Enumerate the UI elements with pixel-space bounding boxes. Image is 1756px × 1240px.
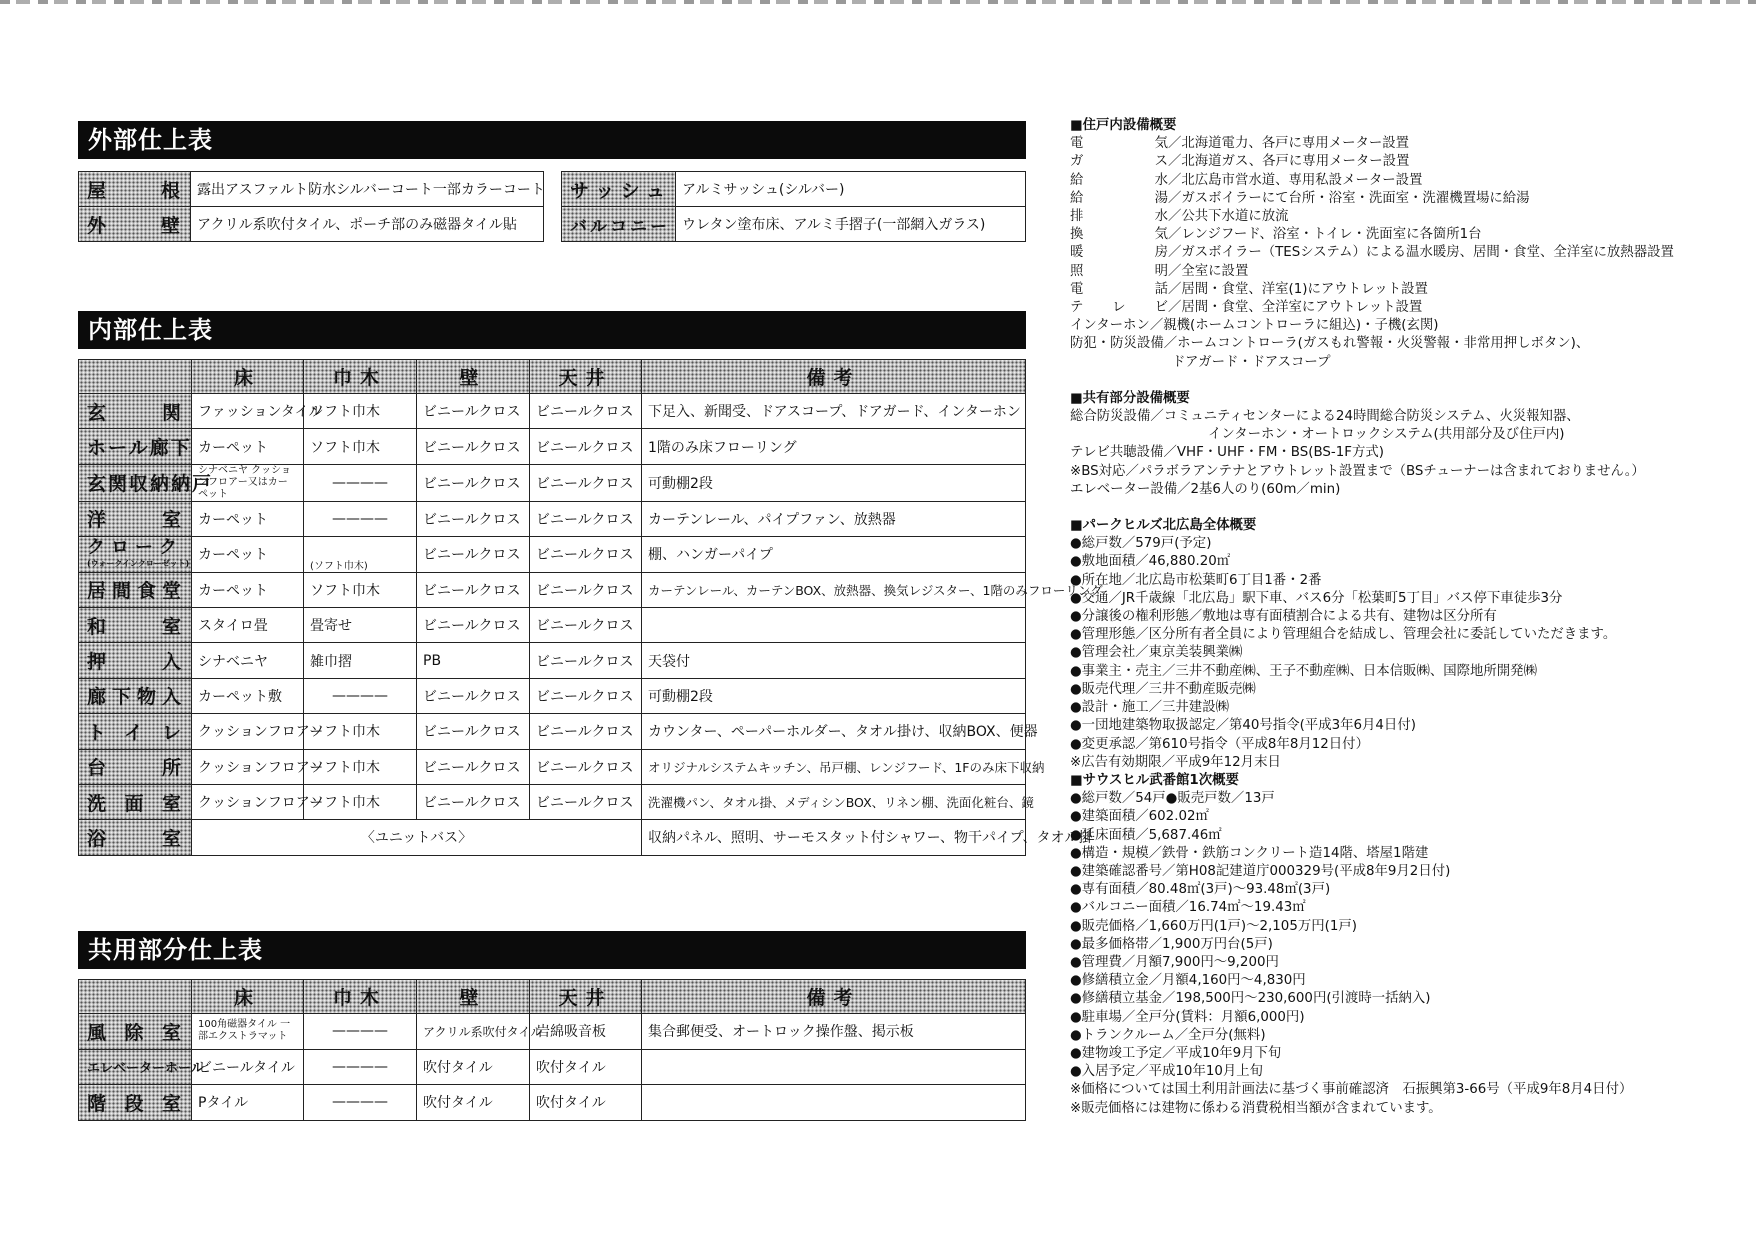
- text-line: ●販売価格／1,660万円(1戸)～2,105万円(1戸): [1070, 918, 1357, 934]
- table-row: [79, 572, 1026, 607]
- text-line: ドアガード・ドアスコープ: [1172, 354, 1331, 370]
- row-label: 風除室: [79, 1014, 192, 1050]
- table-row: [79, 714, 1026, 749]
- overview-section: [1070, 517, 1750, 772]
- wall-cell: PB: [417, 643, 530, 678]
- ceiling-cell: ビニールクロス: [530, 537, 642, 572]
- ceiling-cell: 岩綿吸音板: [530, 1014, 642, 1050]
- ceiling-cell: 吹付タイル: [530, 1049, 642, 1085]
- ceiling-cell: ビニールクロス: [530, 501, 642, 536]
- row-label: 屋根: [79, 172, 191, 207]
- note-cell: 1階のみ床フローリング: [642, 429, 1026, 464]
- equipment-line: [1070, 299, 1750, 317]
- table-row: [562, 207, 1026, 242]
- equipment-value: ／北広島市営水道、専用私設メーター設置: [1168, 172, 1423, 188]
- common-finish-title: 共用部分仕上表: [78, 931, 1026, 969]
- ceiling-cell: ビニールクロス: [530, 572, 642, 607]
- floor-cell: シナベニヤ: [192, 643, 304, 678]
- baseboard-cell: ソフト巾木: [304, 394, 417, 429]
- column-header: 床: [192, 980, 304, 1014]
- baseboard-cell: ソフト巾木: [304, 572, 417, 607]
- row-label: 玄関: [79, 394, 192, 429]
- note-cell: カーテンレール、カーテンBOX、放熱器、換気レジスター、1階のみフローリング: [642, 572, 1026, 607]
- row-label: 階段室: [79, 1085, 192, 1121]
- floor-cell: カーペット: [192, 537, 304, 572]
- header-corner: [79, 360, 192, 394]
- equipment-line: [1070, 335, 1750, 353]
- note-cell: [642, 607, 1026, 642]
- row-label: エレベーターホール: [79, 1049, 192, 1085]
- row-label-main: クローク: [87, 537, 183, 559]
- ceiling-cell: ビニールクロス: [530, 429, 642, 464]
- header-corner: [79, 980, 192, 1014]
- text-line: ●設計・施工／三井建設㈱: [1070, 700, 1229, 716]
- wall-cell: ビニールクロス: [417, 501, 530, 536]
- note-cell: 洗濯機パン、タオル掛、メディシンBOX、リネン棚、洗面化粧台、鏡: [642, 784, 1026, 819]
- wall-cell: 吹付タイル: [417, 1049, 530, 1085]
- table-row: [79, 429, 1026, 464]
- text-line: ●駐車場／全戸分(賃料：月額6,000円): [1070, 1009, 1305, 1025]
- equipment-key: ガス: [1070, 154, 1168, 170]
- equipment-key: 換気: [1070, 227, 1168, 243]
- text-line: ●修繕積立金／月額4,160円～4,830円: [1070, 973, 1306, 989]
- row-label: 押入: [79, 643, 192, 678]
- row-label: 居間食堂: [79, 572, 192, 607]
- text-line: ●最多価格帯／1,900万円台(5戸): [1070, 936, 1273, 952]
- baseboard-cell: ソフト巾木: [304, 429, 417, 464]
- equipment-key: 電話: [1070, 281, 1168, 297]
- table-row: [79, 607, 1026, 642]
- equipment-value: ／全室に設置: [1168, 263, 1249, 279]
- unit-equipment-section: [1070, 117, 1750, 372]
- table-header-row: [79, 980, 1026, 1014]
- merged-cell: 〈ユニットバス〉: [192, 820, 642, 855]
- equipment-value: ／レンジフード、浴室・トイレ・洗面室に各箇所1台: [1168, 227, 1482, 243]
- row-value: アルミサッシュ(シルバー): [676, 172, 1026, 207]
- table-row: [79, 1049, 1026, 1085]
- wall-cell: ビニールクロス: [417, 394, 530, 429]
- table-row: [562, 172, 1026, 207]
- row-label: 洗面室: [79, 784, 192, 819]
- common-equipment-section: [1070, 390, 1750, 499]
- note-cell: カウンター、ペーパーホルダー、タオル掛け、収納BOX、便器: [642, 714, 1026, 749]
- ceiling-cell: ビニールクロス: [530, 607, 642, 642]
- column-header: 巾木: [304, 360, 417, 394]
- table-row: [79, 207, 544, 242]
- equipment-key: 給湯: [1070, 190, 1168, 206]
- baseboard-cell: ソフト巾木: [304, 784, 417, 819]
- text-line: ●入居予定／平成10年10月上旬: [1070, 1064, 1264, 1080]
- baseboard-cell: ————: [304, 501, 417, 536]
- note-cell: カーテンレール、パイプファン、放熱器: [642, 501, 1026, 536]
- column-header: 天井: [530, 360, 642, 394]
- table-row: [79, 749, 1026, 784]
- column-header: 床: [192, 360, 304, 394]
- equipment-line: [1070, 208, 1750, 226]
- ceiling-cell: ビニールクロス: [530, 643, 642, 678]
- row-label: バルコニー: [562, 207, 676, 242]
- row-label: 和室: [79, 607, 192, 642]
- table-row: [79, 537, 1026, 572]
- specification-overview: [1070, 117, 1750, 1118]
- equipment-key: 照明: [1070, 263, 1168, 279]
- equipment-value: ／親機(ホームコントローラに組込)・子機(玄関): [1149, 318, 1439, 334]
- row-value: アクリル系吹付タイル、ポーチ部のみ磁器タイル貼: [191, 207, 544, 242]
- text-line: ●敷地面積／46,880.20㎡: [1070, 554, 1231, 570]
- wall-cell: ビニールクロス: [417, 537, 530, 572]
- floor-cell: クッションフロアー: [192, 749, 304, 784]
- row-label: 洋室: [79, 501, 192, 536]
- floor-cell: Pタイル: [192, 1085, 304, 1121]
- exterior-finish-table-right: [561, 171, 1026, 242]
- row-label-sub: (ウォークインクローゼット): [87, 559, 190, 569]
- text-line: ※価格については国土利用計画法に基づく事前確認済 石振興第3-66号（平成9年8月4日付）: [1070, 1082, 1633, 1098]
- equipment-line: [1070, 190, 1750, 208]
- ceiling-cell: 吹付タイル: [530, 1085, 642, 1121]
- wall-cell: ビニールクロス: [417, 607, 530, 642]
- wall-cell: 吹付タイル: [417, 1085, 530, 1121]
- floor-cell: カーペット: [192, 501, 304, 536]
- equipment-key: 給水: [1070, 172, 1168, 188]
- row-label: 外壁: [79, 207, 191, 242]
- section-heading: ■共有部分設備概要: [1070, 390, 1190, 406]
- equipment-value: ／居間・食堂、洋室(1)にアウトレット設置: [1168, 281, 1428, 297]
- note-cell: 棚、ハンガーパイプ: [642, 537, 1026, 572]
- table-row: [79, 820, 1026, 855]
- text-line: ●延床面積／5,687.46㎡: [1070, 827, 1222, 843]
- table-row: [79, 678, 1026, 713]
- floor-cell: カーペット: [192, 572, 304, 607]
- row-label: 台所: [79, 749, 192, 784]
- column-header: 天井: [530, 980, 642, 1014]
- ceiling-cell: ビニールクロス: [530, 714, 642, 749]
- row-label: 玄関収納納戸: [79, 464, 192, 501]
- exterior-finish-table-left: [78, 171, 544, 242]
- floor-cell: カーペット: [192, 429, 304, 464]
- row-label: 廊下物入: [79, 678, 192, 713]
- text-line: テレビ共聴設備／VHF・UHF・FM・BS(BS-1F方式): [1070, 445, 1384, 461]
- common-finish-table: [78, 979, 1026, 1121]
- text-line: ※BS対応／パラボラアンテナとアウトレット設置まで（BSチューナーは含まれておりません。）: [1070, 463, 1645, 479]
- row-note: 収納パネル、照明、サーモスタット付シャワー、物干パイプ、タオル掛: [642, 820, 1026, 855]
- text-line: ●管理形態／区分所有者全員により管理組合を結成し、管理会社に委託していただきます。: [1070, 627, 1617, 643]
- table-row: [79, 784, 1026, 819]
- baseboard-cell: ————: [304, 1085, 417, 1121]
- note-cell: 可動棚2段: [642, 464, 1026, 501]
- row-label: サッシュ: [562, 172, 676, 207]
- wall-cell: ビニールクロス: [417, 429, 530, 464]
- column-header: 備考: [642, 980, 1026, 1014]
- baseboard-cell: ————: [304, 1049, 417, 1085]
- text-line: ●トランクルーム／全戸分(無料): [1070, 1027, 1266, 1043]
- equipment-value: ／ガスボイラー（TESシステム）による温水暖房、居間・食堂、全洋室に放熱器設置: [1168, 245, 1674, 261]
- equipment-key: テレビ: [1070, 300, 1168, 316]
- column-header: 巾木: [304, 980, 417, 1014]
- equipment-line: [1070, 317, 1750, 335]
- equipment-line: [1070, 226, 1750, 244]
- ceiling-cell: ビニールクロス: [530, 749, 642, 784]
- floor-cell: シナベニヤ クッションフロアー又はカーペット: [192, 464, 304, 501]
- section-heading: ■住戸内設備概要: [1070, 118, 1177, 133]
- wall-cell: ビニールクロス: [417, 464, 530, 501]
- text-line: ●建築確認番号／第H08記建道庁000329号(平成8年9月2日付): [1070, 863, 1451, 879]
- baseboard-cell: ————: [304, 1014, 417, 1050]
- equipment-line: [1070, 244, 1750, 262]
- section-heading: ■パークヒルズ北広島全体概要: [1070, 518, 1257, 534]
- note-cell: オリジナルシステムキッチン、吊戸棚、レンジフード、1Fのみ床下収納: [642, 749, 1026, 784]
- interior-finish-title: 内部仕上表: [78, 311, 1026, 349]
- equipment-key: 電気: [1070, 136, 1168, 152]
- table-row: [79, 1085, 1026, 1121]
- row-value: 露出アスファルト防水シルバーコート一部カラーコート: [191, 172, 544, 207]
- text-line: ●建築面積／602.02㎡: [1070, 809, 1209, 825]
- exterior-finish-title: 外部仕上表: [78, 121, 1026, 159]
- equipment-key: 暖房: [1070, 245, 1168, 261]
- equipment-line: [1070, 281, 1750, 299]
- baseboard-cell: 畳寄せ: [304, 607, 417, 642]
- table-row: [79, 394, 1026, 429]
- text-line: ●総戸数／54戸●販売戸数／13戸: [1070, 791, 1275, 807]
- scan-top-edge: [0, 0, 1756, 4]
- ceiling-cell: ビニールクロス: [530, 784, 642, 819]
- phase-section: [1070, 772, 1750, 1118]
- text-line: ●総戸数／579戸(予定): [1070, 536, 1212, 552]
- table-row: [79, 172, 544, 207]
- floor-cell: スタイロ畳: [192, 607, 304, 642]
- text-line: ●所在地／北広島市松葉町6丁目1番・2番: [1070, 572, 1322, 588]
- baseboard-cell: (ソフト巾木): [304, 537, 417, 572]
- note-cell: 集合郵便受、オートロック操作盤、掲示板: [642, 1014, 1026, 1050]
- ceiling-cell: ビニールクロス: [530, 464, 642, 501]
- text-line: ●一団地建築物取扱認定／第40号指令(平成3年6月4日付): [1070, 718, 1416, 734]
- wall-cell: ビニールクロス: [417, 784, 530, 819]
- wall-cell: ビニールクロス: [417, 572, 530, 607]
- baseboard-cell: ソフト巾木: [304, 749, 417, 784]
- text-line: ●管理会社／東京美装興業㈱: [1070, 645, 1243, 661]
- equipment-value: ／居間・食堂、全洋室にアウトレット設置: [1168, 300, 1423, 316]
- text-line: 総合防災設備／コミュニティセンターによる24時間総合防災システム、火災報知器、: [1070, 409, 1580, 425]
- text-line: ●建物竣工予定／平成10年9月下旬: [1070, 1045, 1282, 1061]
- floor-cell: 100角磁器タイル 一部エクストラマット: [192, 1014, 304, 1050]
- text-line: ●変更承認／第610号指令（平成8年8月12日付）: [1070, 736, 1369, 752]
- section-heading: ■サウスヒル武番館1次概要: [1070, 772, 1239, 788]
- equipment-key: 防犯・防災設備: [1070, 336, 1164, 352]
- table-row: [79, 501, 1026, 536]
- note-cell: [642, 1049, 1026, 1085]
- text-line: ※広告有効期限／平成9年12月末日: [1070, 754, 1281, 770]
- text-line: ●構造・規模／鉄骨・鉄筋コンクリート造14階、塔屋1階建: [1070, 845, 1429, 861]
- text-line: ●交通／JR千歳線「北広島」駅下車、バス6分「松葉町5丁目」バス停下車徒歩3分: [1070, 590, 1563, 606]
- text-line: ●修繕積立基金／198,500円～230,600円(引渡時一括納入): [1070, 991, 1431, 1007]
- wall-cell: ビニールクロス: [417, 749, 530, 784]
- equipment-value: ／北海道ガス、各戸に専用メーター設置: [1168, 154, 1410, 170]
- ceiling-cell: ビニールクロス: [530, 394, 642, 429]
- text-line: エレベーター設備／2基6人のり(60m／min): [1070, 481, 1341, 497]
- baseboard-cell: ————: [304, 464, 417, 501]
- floor-cell: ファッションタイル: [192, 394, 304, 429]
- note-cell: [642, 1085, 1026, 1121]
- row-label: [79, 537, 192, 572]
- table-row: [79, 643, 1026, 678]
- text-line: ●バルコニー面積／16.74㎡～19.43㎡: [1070, 900, 1306, 916]
- equipment-value: ／ホームコントローラ(ガスもれ警報・火災警報・非常用押しボタン)、: [1163, 336, 1590, 352]
- floor-cell: ビニールタイル: [192, 1049, 304, 1085]
- text-line: インターホン・オートロックシステム(共用部分及び住戸内): [1208, 427, 1565, 443]
- column-header: 壁: [417, 360, 530, 394]
- floor-cell: カーペット敷: [192, 678, 304, 713]
- equipment-key: 排水: [1070, 209, 1168, 225]
- equipment-value: ／ガスボイラーにて台所・浴室・洗面室・洗濯機置場に給湯: [1168, 190, 1530, 206]
- row-label: トイレ: [79, 714, 192, 749]
- baseboard-cell: ソフト巾木: [304, 714, 417, 749]
- table-row: [79, 1014, 1026, 1050]
- equipment-line: [1070, 135, 1750, 153]
- wall-cell: ビニールクロス: [417, 678, 530, 713]
- text-line: ●管理費／月額7,900円～9,200円: [1070, 954, 1279, 970]
- text-line: ●事業主・売主／三井不動産㈱、王子不動産㈱、日本信販㈱、国際地所開発㈱: [1070, 663, 1537, 679]
- baseboard-cell: ————: [304, 678, 417, 713]
- equipment-line: [1070, 263, 1750, 281]
- column-header: 備考: [642, 360, 1026, 394]
- text-line: ●販売代理／三井不動産販売㈱: [1070, 681, 1256, 697]
- text-line: ●専有面積／80.48㎡(3戸)～93.48㎡(3戸): [1070, 882, 1331, 898]
- equipment-key: インターホン: [1070, 318, 1150, 334]
- floor-cell: クッションフロアー: [192, 714, 304, 749]
- equipment-line: [1070, 172, 1750, 190]
- note-cell: 天袋付: [642, 643, 1026, 678]
- equipment-line: [1070, 153, 1750, 171]
- wall-cell: アクリル系吹付タイル: [417, 1014, 530, 1050]
- text-line: ※販売価格には建物に係わる消費税相当額が含まれています。: [1070, 1100, 1442, 1116]
- wall-cell: ビニールクロス: [417, 714, 530, 749]
- equipment-value: ／公共下水道に放流: [1168, 209, 1289, 225]
- row-value: ウレタン塗布床、アルミ手摺子(一部網入ガラス): [676, 207, 1026, 242]
- ceiling-cell: ビニールクロス: [530, 678, 642, 713]
- baseboard-cell: 雑巾摺: [304, 643, 417, 678]
- table-header-row: [79, 360, 1026, 394]
- row-label: 浴室: [79, 820, 192, 855]
- text-line: ●分譲後の権利形態／敷地は専有面積割合による共有、建物は区分所有: [1070, 609, 1497, 625]
- note-cell: 下足入、新聞受、ドアスコープ、ドアガード、インターホン: [642, 394, 1026, 429]
- floor-cell: クッションフロアー: [192, 784, 304, 819]
- table-row: [79, 464, 1026, 501]
- equipment-value: ／北海道電力、各戸に専用メーター設置: [1168, 136, 1410, 152]
- row-label: ホール廊下: [79, 429, 192, 464]
- column-header: 壁: [417, 980, 530, 1014]
- note-cell: 可動棚2段: [642, 678, 1026, 713]
- interior-finish-table: [78, 359, 1103, 856]
